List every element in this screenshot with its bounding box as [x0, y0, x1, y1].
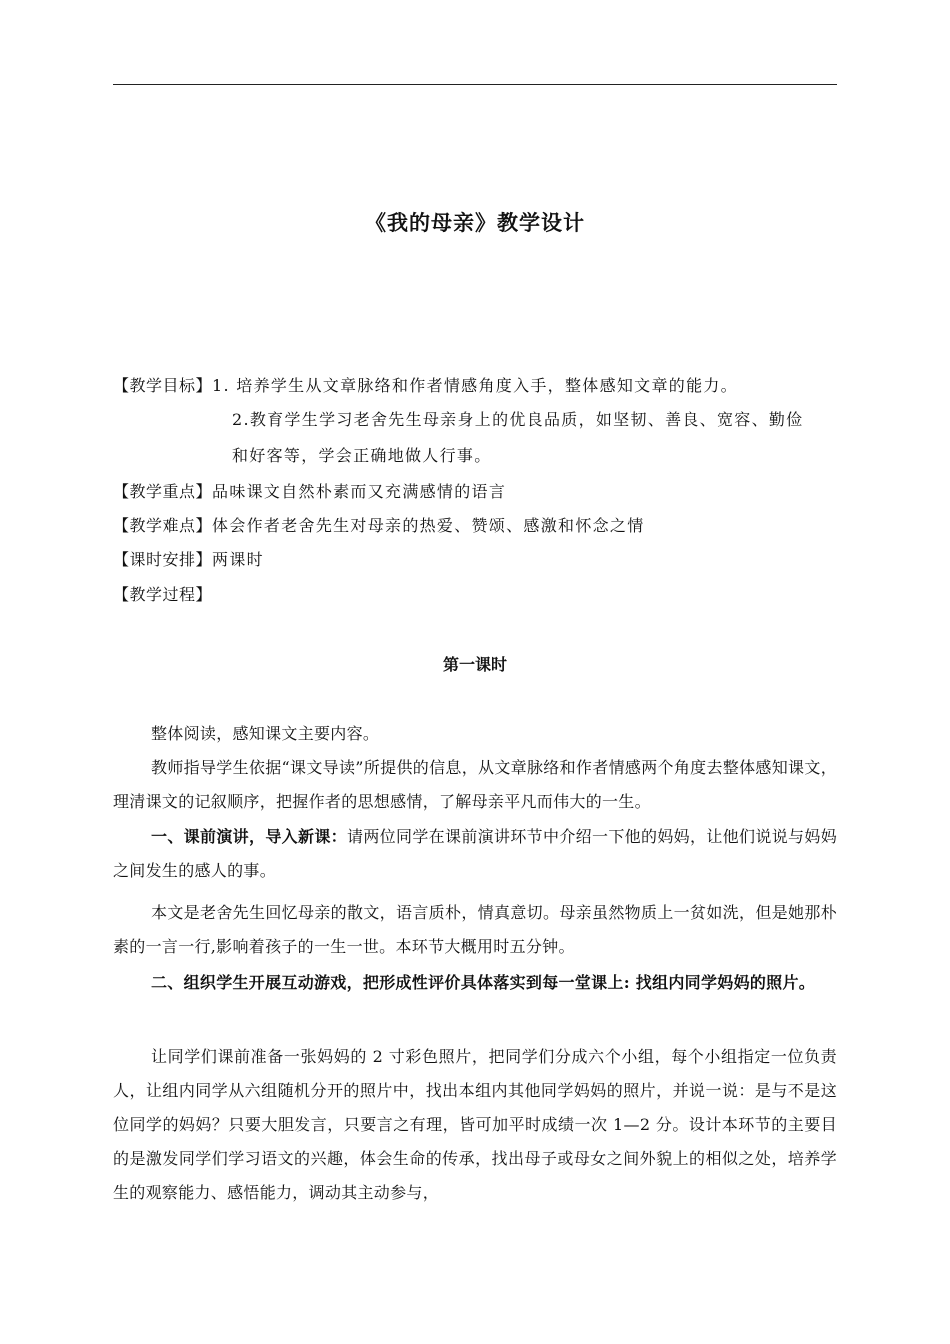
difficulty-label: 【教学难点】: [113, 516, 213, 535]
paragraph-5-heading: 二、组织学生开展互动游戏，把形成性评价具体落实到每一堂课上: 找组内同学妈妈的照片。: [151, 973, 816, 992]
document-title: 《我的母亲》教学设计: [365, 210, 585, 235]
paragraph-3: [113, 820, 837, 888]
objectives-row: [113, 376, 738, 396]
keypoint-text: 品味课文自然朴素而又充满感情的语言: [212, 482, 507, 501]
lesson-title: 第一课时: [442, 655, 507, 674]
objectives-label: 【教学目标】: [113, 376, 213, 395]
schedule-label: 【课时安排】: [113, 550, 213, 569]
schedule-row: [113, 550, 264, 570]
objective-1: 1. 培养学生从文章脉络和作者情感角度入手，整体感知文章的能力。: [212, 376, 738, 395]
paragraph-3-heading: 一、课前演讲，导入新课：: [151, 827, 348, 846]
schedule-text: 两课时: [212, 550, 264, 569]
paragraph-2: 教师指导学生依据“课文导读”所提供的信息，从文章脉络和作者情感两个角度去整体感知课文，理清课文的记叙顺序，把握作者的思想感情，了解母亲平凡而伟大的一生。: [113, 758, 837, 811]
paragraph-6: 让同学们课前准备一张妈妈的 2 寸彩色照片，把同学们分成六个小组，每个小组指定一位负责人，让组内同学从六组随机分开的照片中，找出本组内其他同学妈妈的照片，并说一说：是与不是这位同学的妈妈？只要大胆发言，只要言之有理，皆可加平时成绩一次 1—2 分。设计本环节的主要目的是激发同学们学习语文的兴趣，体会生命的传承，找出母子或母女之间外貌上的相似之处，培养学生的观察能力、感悟能力，调动其主动参与，: [113, 1047, 837, 1202]
objective-2-line1: 2.教育学生学习老舍先生母亲身上的优良品质，如坚韧、善良、宽容、勤俭: [232, 410, 804, 429]
header-rule: [113, 84, 837, 85]
keypoint-label: 【教学重点】: [113, 482, 213, 501]
process-label: 【教学过程】: [113, 585, 213, 604]
objective-2-line2: 和好客等，学会正确地做人行事。: [232, 446, 492, 465]
difficulty-text: 体会作者老舍先生对母亲的热爱、赞颂、感激和怀念之情: [212, 516, 645, 535]
paragraph-4: 本文是老舍先生回忆母亲的散文，语言质朴，情真意切。母亲虽然物质上一贫如洗，但是她那朴素的一言一行,影响着孩子的一生一世。本环节大概用时五分钟。: [113, 903, 837, 956]
process-row: [113, 585, 212, 605]
paragraph-3-text: 请两位同学在课前演讲环节中介绍一下他的妈妈，让他们说说与妈妈之间发生的感人的事。: [113, 827, 837, 880]
difficulty-row: [113, 516, 645, 536]
keypoint-row: [113, 482, 506, 502]
paragraph-1: 整体阅读，感知课文主要内容。: [151, 724, 380, 743]
